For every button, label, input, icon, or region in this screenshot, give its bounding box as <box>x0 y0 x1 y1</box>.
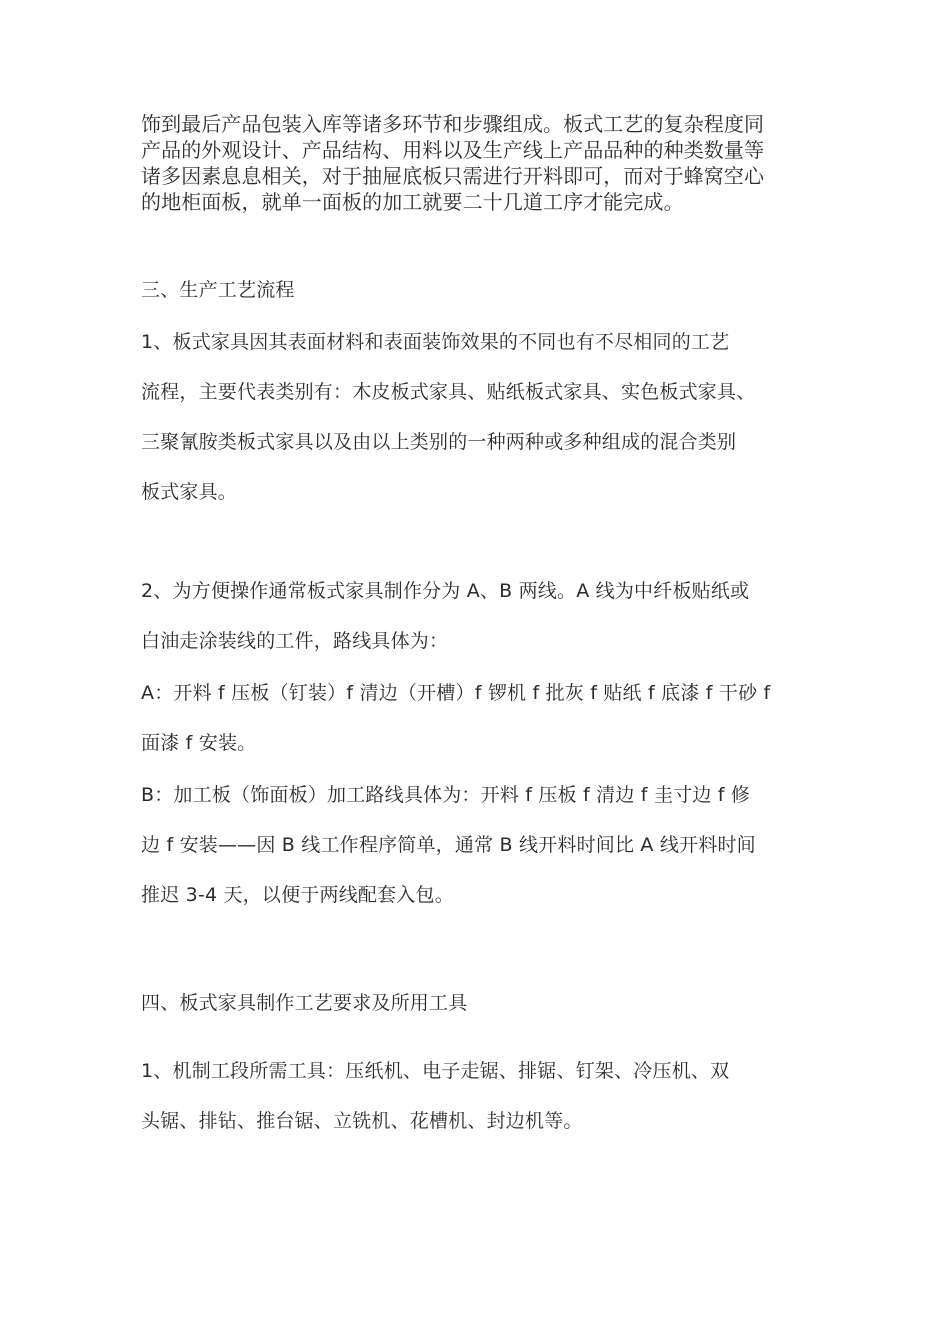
text-line: 边 f 安装——因 B 线工作程序简单，通常 B 线开料时间比 A 线开料时间 <box>141 834 756 856</box>
text-line: 白油走涂装线的工件，路线具体为： <box>141 630 449 652</box>
text-line: 饰到最后产品包装入库等诸多环节和步骤组成。板式工艺的复杂程度同 <box>141 112 765 136</box>
text-line: 三聚氰胺类板式家具以及由以上类别的一种两种或多种组成的混合类别 <box>141 431 737 453</box>
text-line: 诸多因素息息相关，对于抽屉底板只需进行开料即可，而对于蜂窝空心 <box>141 164 765 188</box>
text-line: 头锯、排钻、推台锯、立铣机、花槽机、封边机等。 <box>141 1110 583 1132</box>
text-line: 产品的外观设计、产品结构、用料以及生产线上产品品种的种类数量等 <box>141 138 765 162</box>
text-line: B：加工板（饰面板）加工路线具体为：开料 f 压板 f 清边 f 圭寸边 f 修 <box>141 784 751 806</box>
section-heading-process: 三、生产工艺流程 <box>141 279 295 301</box>
text-line: 的地柜面板，就单一面板的加工就要二十几道工序才能完成。 <box>141 190 684 214</box>
text-line: 流程，主要代表类别有：木皮板式家具、贴纸板式家具、实色板式家具、 <box>141 381 756 403</box>
text-line: 推迟 3-4 天，以便于两线配套入包。 <box>141 884 454 906</box>
text-line: 2、为方便操作通常板式家具制作分为 A、B 两线。A 线为中纤板贴纸或 <box>141 580 750 602</box>
text-line: 面漆 f 安装。 <box>141 732 257 754</box>
section-heading-tools: 四、板式家具制作工艺要求及所用工具 <box>141 992 468 1014</box>
text-line: 1、机制工段所需工具：压纸机、电子走锯、排锯、钉架、冷压机、双 <box>141 1060 730 1082</box>
text-line: A：开料 f 压板（钉装）f 清边（开槽）f 锣机 f 批灰 f 贴纸 f 底漆 f 干砂 f <box>141 682 771 704</box>
text-line: 1、板式家具因其表面材料和表面装饰效果的不同也有不尽相同的工艺 <box>141 331 730 353</box>
text-line: 板式家具。 <box>141 481 238 503</box>
